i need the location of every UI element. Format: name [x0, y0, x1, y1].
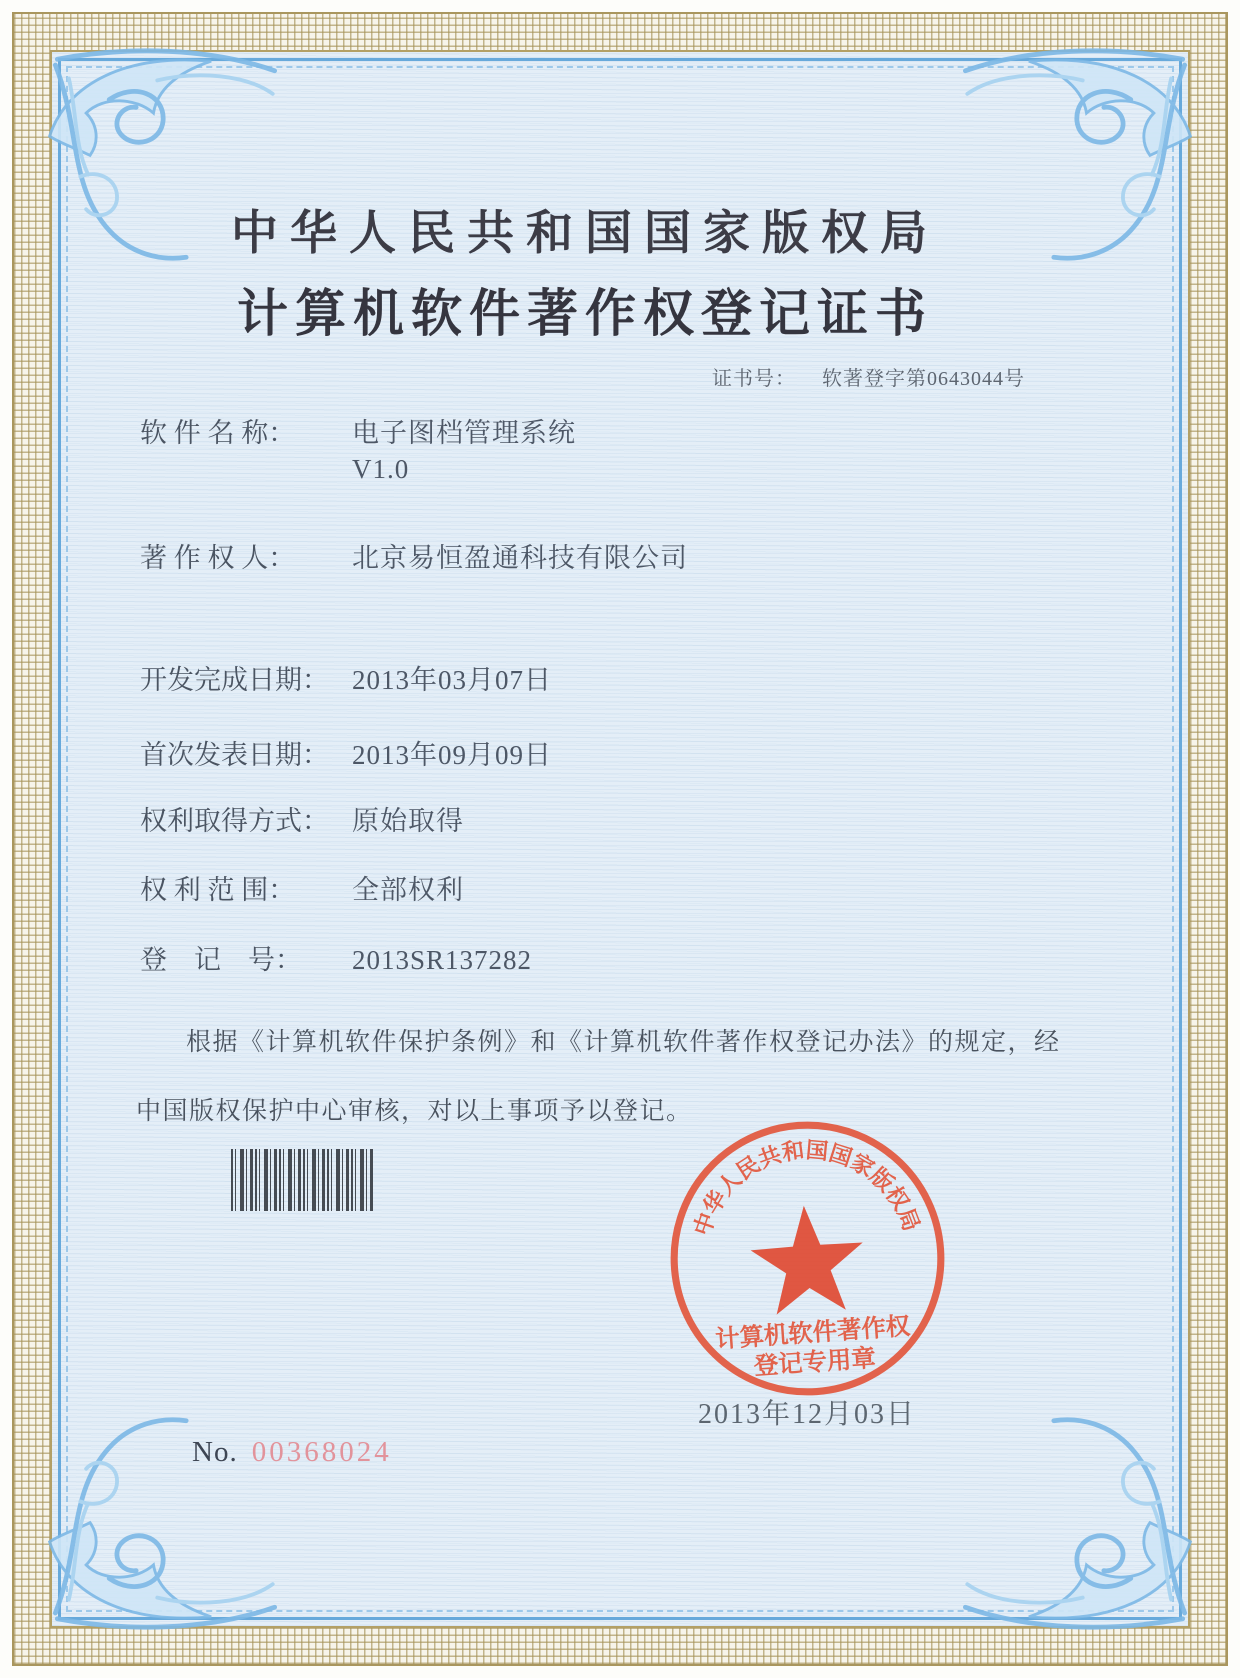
barcode [231, 1149, 374, 1211]
field-value: 北京易恒盈通科技有限公司 [352, 543, 688, 573]
seal-star-icon [748, 1202, 868, 1316]
field-rights-acquisition [140, 803, 464, 839]
field-value: 全部权利 [352, 875, 464, 905]
seal-caption-line1: 计算机软件著作权 [714, 1312, 912, 1354]
field-rights-scope [140, 872, 464, 908]
field-value: 原始取得 [352, 806, 464, 836]
field-label: 开发完成日期： [140, 665, 329, 695]
registration-statement: 根据《计算机软件保护条例》和《计算机软件著作权登记办法》的规定，经中国版权保护中心审核，对以上事项予以登记。 [136, 1029, 1061, 1125]
field-label: 权利取得方式： [140, 806, 329, 836]
field-label: 首次发表日期： [140, 740, 329, 770]
software-name: 电子图档管理系统 [352, 418, 576, 448]
issuer-title: 中华人民共和国国家版权局 [231, 208, 939, 260]
serial-label: No. [192, 1436, 238, 1468]
field-value [352, 415, 576, 487]
serial-number: 00368024 [251, 1436, 392, 1468]
field-label: 登 记 号： [140, 945, 302, 975]
field-value: 2013SR137282 [352, 945, 533, 975]
certificate-number-label: 证书号： [712, 368, 796, 390]
field-copyright-owner [140, 540, 688, 576]
field-value: 2013年03月07日 [352, 665, 552, 695]
serial-number-line [192, 1436, 392, 1469]
field-label: 著 作 权 人： [140, 543, 296, 573]
field-software-name [140, 415, 576, 487]
certificate-number-value: 软著登字第0643044号 [822, 368, 1025, 390]
official-seal [655, 1106, 959, 1410]
field-registration-number [140, 942, 532, 978]
certificate-number-line [712, 362, 1025, 391]
field-label: 权 利 范 围： [140, 875, 296, 905]
software-version: V1.0 [352, 454, 410, 484]
field-dev-complete-date [140, 662, 552, 698]
field-first-publish-date [140, 737, 552, 773]
field-label: 软 件 名 称： [140, 418, 296, 448]
certificate-title: 计算机软件著作权登记证书 [236, 287, 933, 343]
issue-date: 2013年12月03日 [698, 1399, 917, 1430]
seal-caption-line2: 登记专用章 [752, 1344, 877, 1381]
seal-ring-text: 中华人民共和国国家版权局 [689, 1137, 925, 1239]
field-value: 2013年09月09日 [352, 740, 552, 770]
